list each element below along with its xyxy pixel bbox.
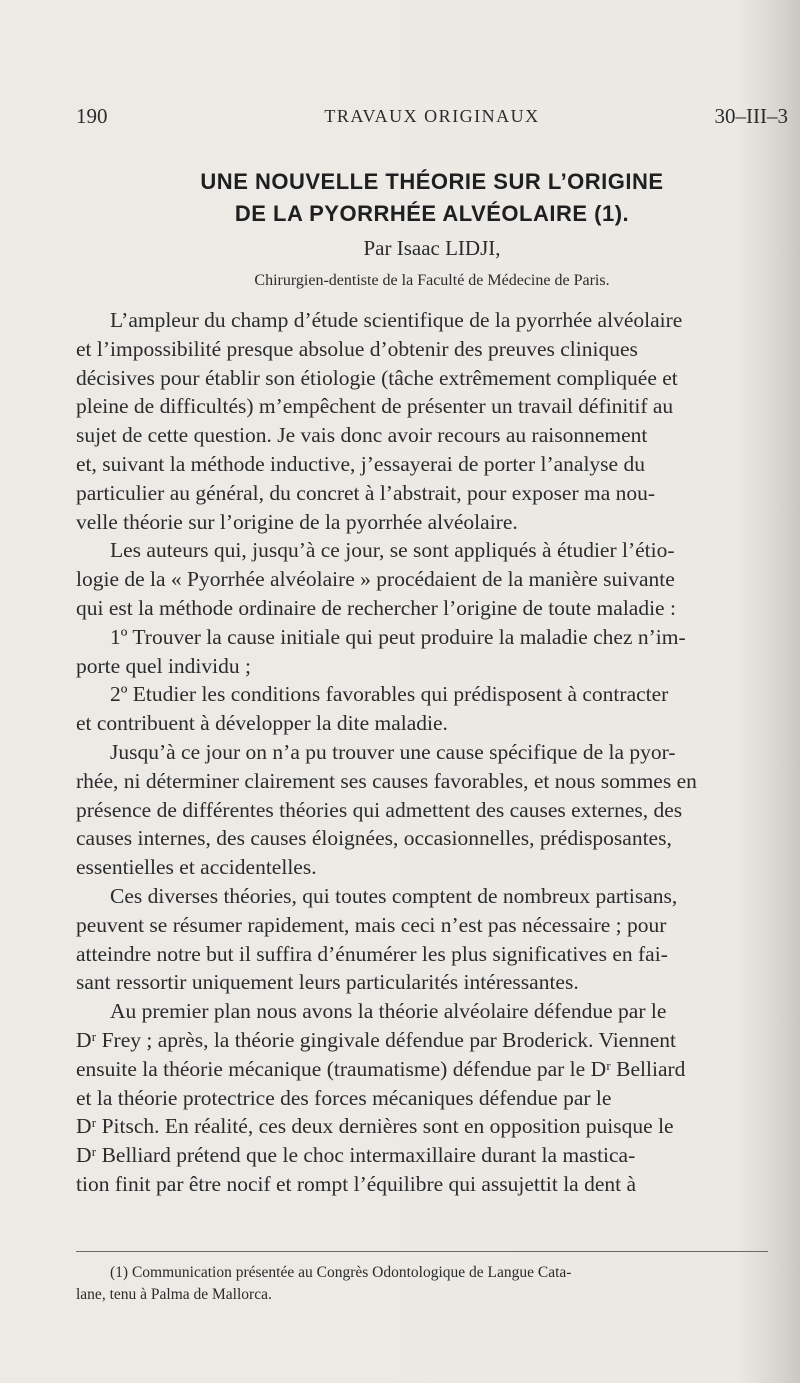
journal-title: TRAVAUX ORIGINAUX (324, 106, 540, 126)
body-line: Dʳ Pitsch. En réalité, ces deux dernières sont en opposition puisque le (76, 1114, 674, 1139)
body-line: Jusqu’à ce jour on n’a pu trouver une cause spécifique de la pyor- (110, 739, 676, 764)
author-line: Par Isaac LIDJI, (363, 236, 501, 260)
body-line: Au premier plan nous avons la théorie alvéolaire défendue par le (110, 999, 667, 1024)
article-title-line-2: DE LA PYORRHÉE ALVÉOLAIRE (1). (234, 201, 630, 226)
body-line: Dʳ Frey ; après, la théorie gingivale défendue par Broderick. Viennent (76, 1027, 676, 1052)
body-line: velle théorie sur l’origine de la pyorrhée alvéolaire. (76, 509, 518, 534)
body-line: peuvent se résumer rapidement, mais ceci n’est pas nécessaire ; pour (76, 912, 667, 937)
body-line: 2º Etudier les conditions favorables qui prédisposent à contracter (110, 682, 669, 707)
article-title-line-1: UNE NOUVELLE THÉORIE SUR L’ORIGINE (200, 169, 664, 194)
body-line: et contribuent à développer la dite maladie. (76, 711, 448, 736)
body-line: causes internes, des causes éloignées, occasionnelles, prédisposantes, (76, 826, 672, 851)
body-line: porte quel individu ; (76, 653, 251, 678)
footnote-line: (1) Communication présentée au Congrès Odontologique de Langue Cata- (110, 1264, 572, 1281)
body-line: rhée, ni déterminer clairement ses causes favorables, et nous sommes en (76, 768, 697, 793)
body-line: sant ressortir uniquement leurs particularités intéressantes. (76, 970, 579, 995)
article-title (76, 166, 788, 230)
body-line: pleine de difficultés) m’empêchent de présenter un travail définitif au (76, 394, 674, 419)
running-head (76, 104, 788, 132)
body-line: et, suivant la méthode inductive, j’essayerai de porter l’analyse du (76, 451, 645, 476)
body-line: présence de différentes théories qui admettent des causes externes, des (76, 797, 683, 822)
body-line: atteindre notre but il suffira d’énumérer les plus significatives en fai- (76, 941, 668, 966)
body-line: particulier au général, du concret à l’abstrait, pour exposer ma nou- (76, 480, 656, 505)
body-line: Les auteurs qui, jusqu’à ce jour, se sont appliqués à étudier l’étio- (110, 538, 675, 563)
author-affiliation: Chirurgien-dentiste de la Faculté de Médecine de Paris. (254, 272, 610, 289)
body-line: tion finit par être nocif et rompt l’équilibre qui assujettit la dent à (76, 1171, 637, 1196)
body-line: Dʳ Belliard prétend que le choc intermaxillaire durant la mastica- (76, 1143, 636, 1168)
body-line: qui est la méthode ordinaire de rechercher l’origine de toute maladie : (76, 595, 676, 620)
body-line: logie de la « Pyorrhée alvéolaire » procédaient de la manière suivante (76, 567, 675, 592)
footnote-line: lane, tenu à Palma de Mallorca. (76, 1286, 272, 1303)
article-body (76, 306, 788, 1199)
body-line: et la théorie protectrice des forces mécaniques défendue par le (76, 1085, 612, 1110)
body-line: Ces diverses théories, qui toutes comptent de nombreux partisans, (110, 883, 678, 908)
body-line: ensuite la théorie mécanique (traumatisme) défendue par le Dʳ Belliard (76, 1056, 686, 1081)
footnote (76, 1262, 788, 1306)
body-line: essentielles et accidentelles. (76, 855, 317, 880)
body-line: sujet de cette question. Je vais donc avoir recours au raisonnement (76, 423, 648, 448)
body-line: L’ampleur du champ d’étude scientifique de la pyorrhée alvéolaire (110, 308, 683, 332)
body-line: décisives pour établir son étiologie (tâche extrêmement compliquée et (76, 365, 678, 390)
footnote-rule (76, 1251, 768, 1252)
issue-date: 30–III–3 (714, 104, 788, 128)
body-line: et l’impossibilité presque absolue d’obtenir des preuves cliniques (76, 336, 638, 361)
body-line: 1º Trouver la cause initiale qui peut produire la maladie chez n’im- (110, 624, 686, 649)
page-number: 190 (76, 104, 108, 128)
